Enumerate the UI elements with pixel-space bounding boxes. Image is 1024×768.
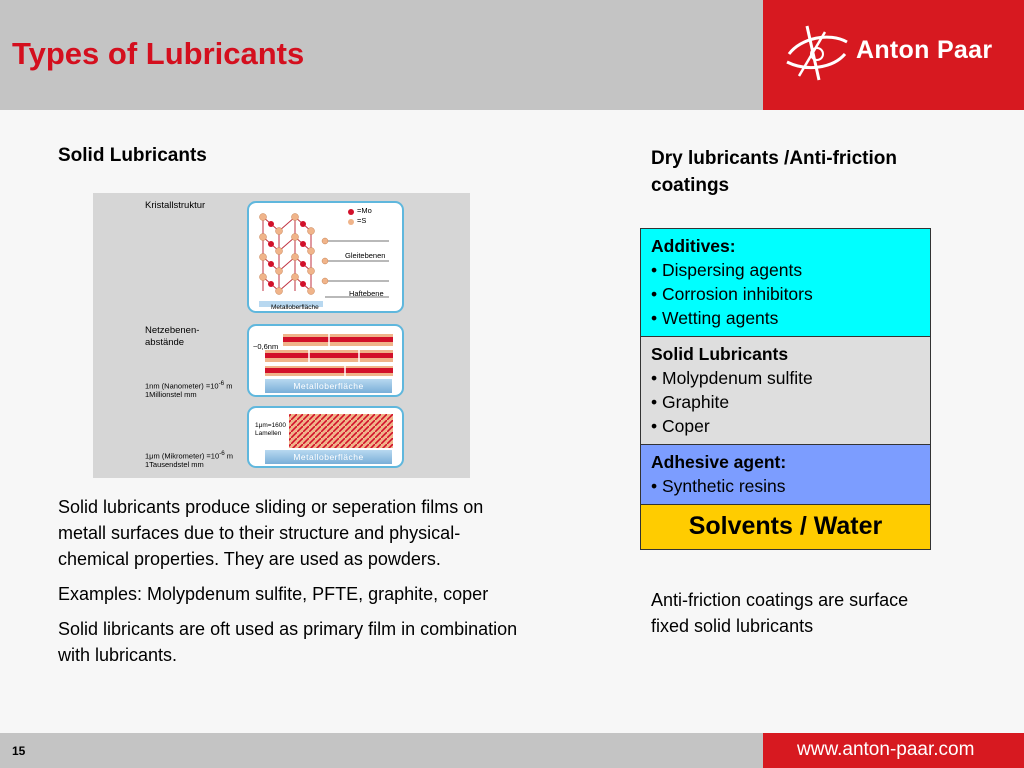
label-thickness: ~0,6nm (253, 342, 279, 351)
fig-label-spacing-2: abstände (145, 337, 185, 348)
stack-head-additives: Additives: (651, 236, 736, 256)
legend-mo: =Mo (357, 206, 372, 215)
stack-cell-additives (641, 229, 930, 337)
fig-label-spacing-1: Netzebenen- (145, 325, 200, 336)
right-heading: Dry lubricants /Anti-friction coatings (651, 148, 897, 196)
footer-brand-bar (763, 733, 1024, 768)
unit-nm-line-1: 1nm (Nanometer) $=10^{-6}$ m (145, 380, 233, 391)
left-paragraph-1: Solid lubricants produce sliding or seperation films on metall surfaces due to their structure and physical-chemical properties. They are used as powders. (58, 497, 484, 569)
label-metal-surface-small: Metalloberfläche (271, 304, 319, 311)
label-adhesion-plane: Haftebene (349, 289, 384, 298)
stack-cell-solid-lubricants (641, 337, 930, 445)
logo-text: Anton Paar (856, 36, 993, 64)
unit-um-line-2: 1Tausendstel mm (145, 460, 204, 469)
right-note: Anti-friction coatings are surface fixed solid lubricants (651, 590, 909, 636)
fig-label-crystal: Kristallstruktur (145, 200, 206, 211)
layers-panel (247, 324, 404, 397)
metal-surface-strip-2: Metalloberfläche (265, 450, 392, 464)
left-heading: Solid Lubricants (58, 145, 207, 166)
footer-url[interactable]: www.anton-paar.com (797, 739, 975, 760)
stack-item: • Molypdenum sulfite (651, 368, 813, 388)
stack-item: • Corrosion inhibitors (651, 284, 813, 304)
left-paragraph-2: Examples: Molypdenum sulfite, PFTE, graphite, coper (58, 584, 489, 604)
stack-item: • Graphite (651, 392, 730, 412)
coating-composition-stack (640, 228, 931, 550)
left-body-text (58, 494, 528, 677)
brand-logo (763, 0, 1024, 110)
unit-nm-line-2: 1Millionstel mm (145, 390, 197, 399)
metal-surface-strip-1: Metalloberfläche (265, 379, 392, 393)
stack-item: • Dispersing agents (651, 260, 803, 280)
label-lamellae-2: Lamellen (255, 430, 282, 437)
legend-s: =S (357, 216, 367, 225)
label-lamellae-1: 1μm=1600 (255, 422, 287, 429)
anton-paar-logo-icon (781, 18, 853, 90)
stack-head-adhesive: Adhesive agent: (651, 452, 787, 472)
left-paragraph-3: Solid libricants are oft used as primary film in combination with lubricants. (58, 619, 518, 665)
stack-cell-solvents: Solvents / Water (641, 505, 930, 549)
page-number: 15 (12, 744, 26, 758)
crystal-structure-figure (93, 193, 470, 478)
stack-item: • Coper (651, 416, 710, 436)
label-slip-planes: Gleitebenen (345, 251, 386, 260)
stack-item: • Wetting agents (651, 308, 779, 328)
crystal-panel (247, 201, 404, 313)
lamellae-panel (247, 406, 404, 468)
footer-bar (0, 733, 763, 768)
stack-cell-adhesive (641, 445, 930, 505)
unit-um-line-1: 1μm (Mikrometer) $=10^{-6}$ m (145, 450, 234, 461)
slide-title: Types of Lubricants (12, 36, 305, 71)
stack-item: • Synthetic resins (651, 476, 786, 496)
stack-head-solid-lubricants: Solid Lubricants (651, 344, 789, 364)
